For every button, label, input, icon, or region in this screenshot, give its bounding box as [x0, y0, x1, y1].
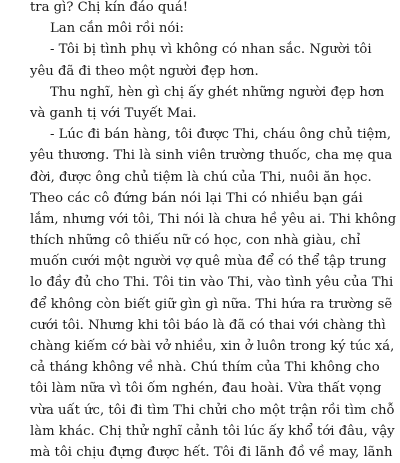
text-line: yêu đã đi theo một người đẹp hơn.: [30, 63, 259, 79]
text-line: để không còn biết giữ gìn gì nữa. Thi hứa ra trường sẽ: [30, 296, 393, 312]
text-line: - Tôi bị tình phụ vì không có nhan sắc. Người tôi: [50, 42, 372, 58]
text-line: và ganh tị với Tuyết Mai.: [30, 105, 197, 121]
text-line: tôi làm nữa vì tôi ốm nghén, đau hoài. Vừa thất vọng: [30, 381, 382, 397]
text-line: tra gì? Chị kín đáo quá!: [30, 0, 188, 15]
paragraph: [30, 82, 396, 124]
paragraph: [30, 124, 396, 463]
text-line: Theo các cô đứng bán nói lại Thi có nhiều bạn gái: [30, 190, 363, 206]
paragraph: [30, 0, 396, 18]
text-line: mà tôi chịu đựng được hết. Tôi đi lãnh đồ về may, lãnh: [30, 444, 393, 460]
paragraph: [30, 18, 396, 39]
text-line: đời, được ông chủ tiệm là chú của Thi, nuôi ăn học.: [30, 169, 372, 185]
text-line: Thu nghĩ, hèn gì chị ấy ghét những người đẹp hơn: [50, 84, 385, 100]
paragraph: [30, 39, 396, 81]
text-line: làm khác. Chị thử nghĩ cảnh tôi lúc ấy khổ tới đâu, vậy: [30, 423, 395, 439]
text-line: cả tháng không về nhà. Chú thím của Thi không cho: [30, 360, 380, 376]
text-line: Lan cắn môi rồi nói:: [50, 21, 184, 37]
text-line: lo đầy đủ cho Thi. Tôi tin vào Thi, vào tình yêu của Thi: [30, 275, 394, 291]
text-line: lắm, nhưng với tôi, Thi nói là chưa hề yêu ai. Thi không: [30, 211, 397, 227]
text-line: vừa uất ức, tôi đi tìm Thi chửi cho một trận rồi tìm chỗ: [30, 402, 395, 418]
text-line: - Lúc đi bán hàng, tôi được Thi, cháu ông chủ tiệm,: [50, 127, 392, 143]
text-line: yêu thương. Thi là sinh viên trường thuốc, cha mẹ qua: [30, 148, 393, 164]
text-line: thích những cô thiếu nữ có học, con nhà giàu, chỉ: [30, 233, 361, 249]
text-line: cưới tôi. Nhưng khi tôi báo là đã có thai với chàng thì: [30, 317, 386, 333]
text-line: chàng kiếm cớ bài vở nhiều, xin ở luôn trong ký túc xá,: [30, 339, 395, 354]
text-line: muốn cưới một người vợ quê mùa để có thể tập trung: [30, 254, 387, 270]
page-text: [30, 0, 396, 463]
